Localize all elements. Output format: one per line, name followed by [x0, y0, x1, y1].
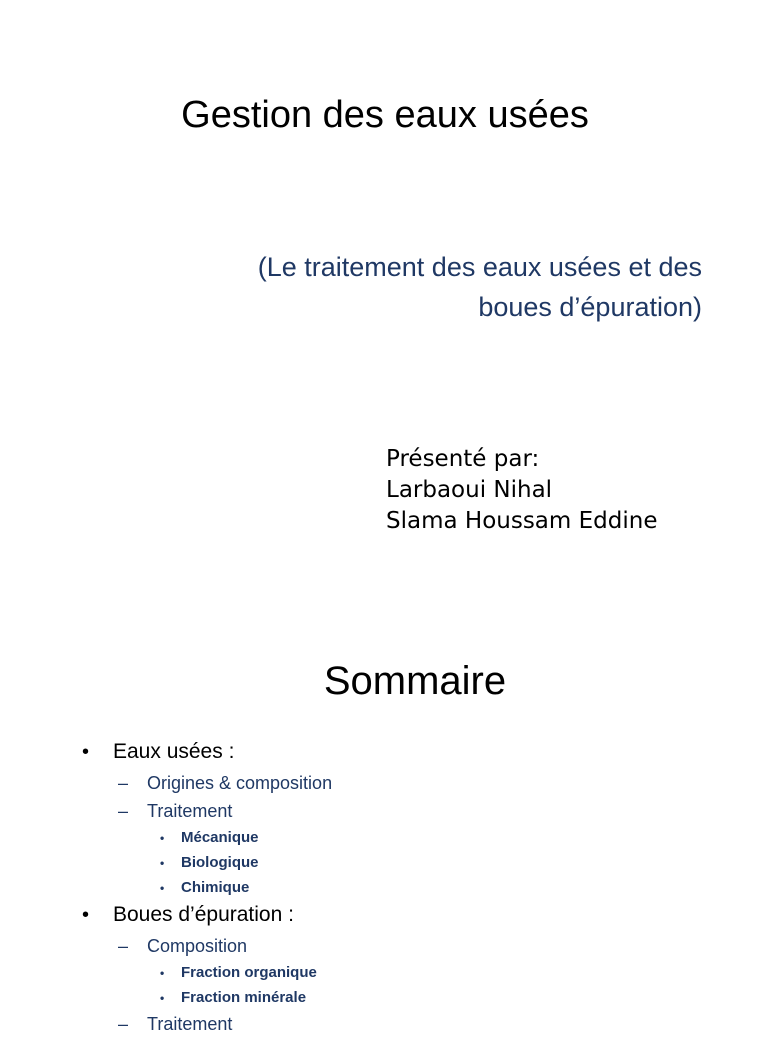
- presenters-label: Présenté par:: [386, 446, 540, 472]
- outline-subsection: [82, 798, 768, 826]
- outline-subsection: [82, 1011, 768, 1039]
- outline-item-text: Traitement: [147, 1014, 233, 1034]
- presenter-name: Larbaoui Nihal: [386, 477, 553, 503]
- bullet-marker: •: [160, 966, 165, 980]
- bullet-marker: •: [160, 881, 165, 895]
- outline-item-text: Mécanique: [181, 829, 259, 846]
- dash-marker: –: [118, 1014, 129, 1034]
- subtitle-line-1: (Le traitement des eaux usées et des: [257, 252, 702, 282]
- presentation-title: Gestion des eaux usées: [181, 94, 589, 136]
- outline-section: [82, 738, 768, 770]
- presenter-name: Slama Houssam Eddine: [386, 508, 658, 534]
- outline-subitem: [82, 986, 768, 1011]
- outline-item-text: Composition: [147, 936, 248, 956]
- outline-item-text: Fraction organique: [181, 964, 317, 981]
- summary-slide: [0, 600, 768, 1034]
- presentation-subtitle: [142, 247, 702, 327]
- summary-title: Sommaire: [323, 659, 507, 703]
- outline-item-text: Traitement: [147, 801, 233, 821]
- outline-item-text: Origines & composition: [147, 773, 333, 793]
- presenters-block: [386, 444, 657, 537]
- bullet-marker: •: [160, 991, 165, 1005]
- outline-subitem: [82, 826, 768, 851]
- dash-marker: –: [118, 801, 129, 821]
- outline-item-text: Biologique: [181, 854, 259, 871]
- outline-subitem: [82, 851, 768, 876]
- subtitle-line-2: boues d’épuration): [478, 292, 702, 322]
- dash-marker: –: [118, 773, 129, 793]
- summary-outline: [82, 738, 768, 1039]
- outline-subitem: [82, 961, 768, 986]
- bullet-marker: •: [160, 856, 165, 870]
- outline-subsection: [82, 933, 768, 961]
- outline-subitem: [82, 876, 768, 901]
- outline-item-text: Eaux usées :: [113, 740, 235, 763]
- bullet-marker: •: [82, 741, 90, 763]
- outline-item-text: Chimique: [181, 879, 250, 896]
- bullet-marker: •: [160, 831, 165, 845]
- outline-subsection: [82, 770, 768, 798]
- bullet-marker: •: [82, 904, 90, 926]
- outline-item-text: Boues d’épuration :: [113, 903, 294, 926]
- outline-section: [82, 901, 768, 933]
- dash-marker: –: [118, 936, 129, 956]
- outline-item-text: Fraction minérale: [181, 989, 307, 1006]
